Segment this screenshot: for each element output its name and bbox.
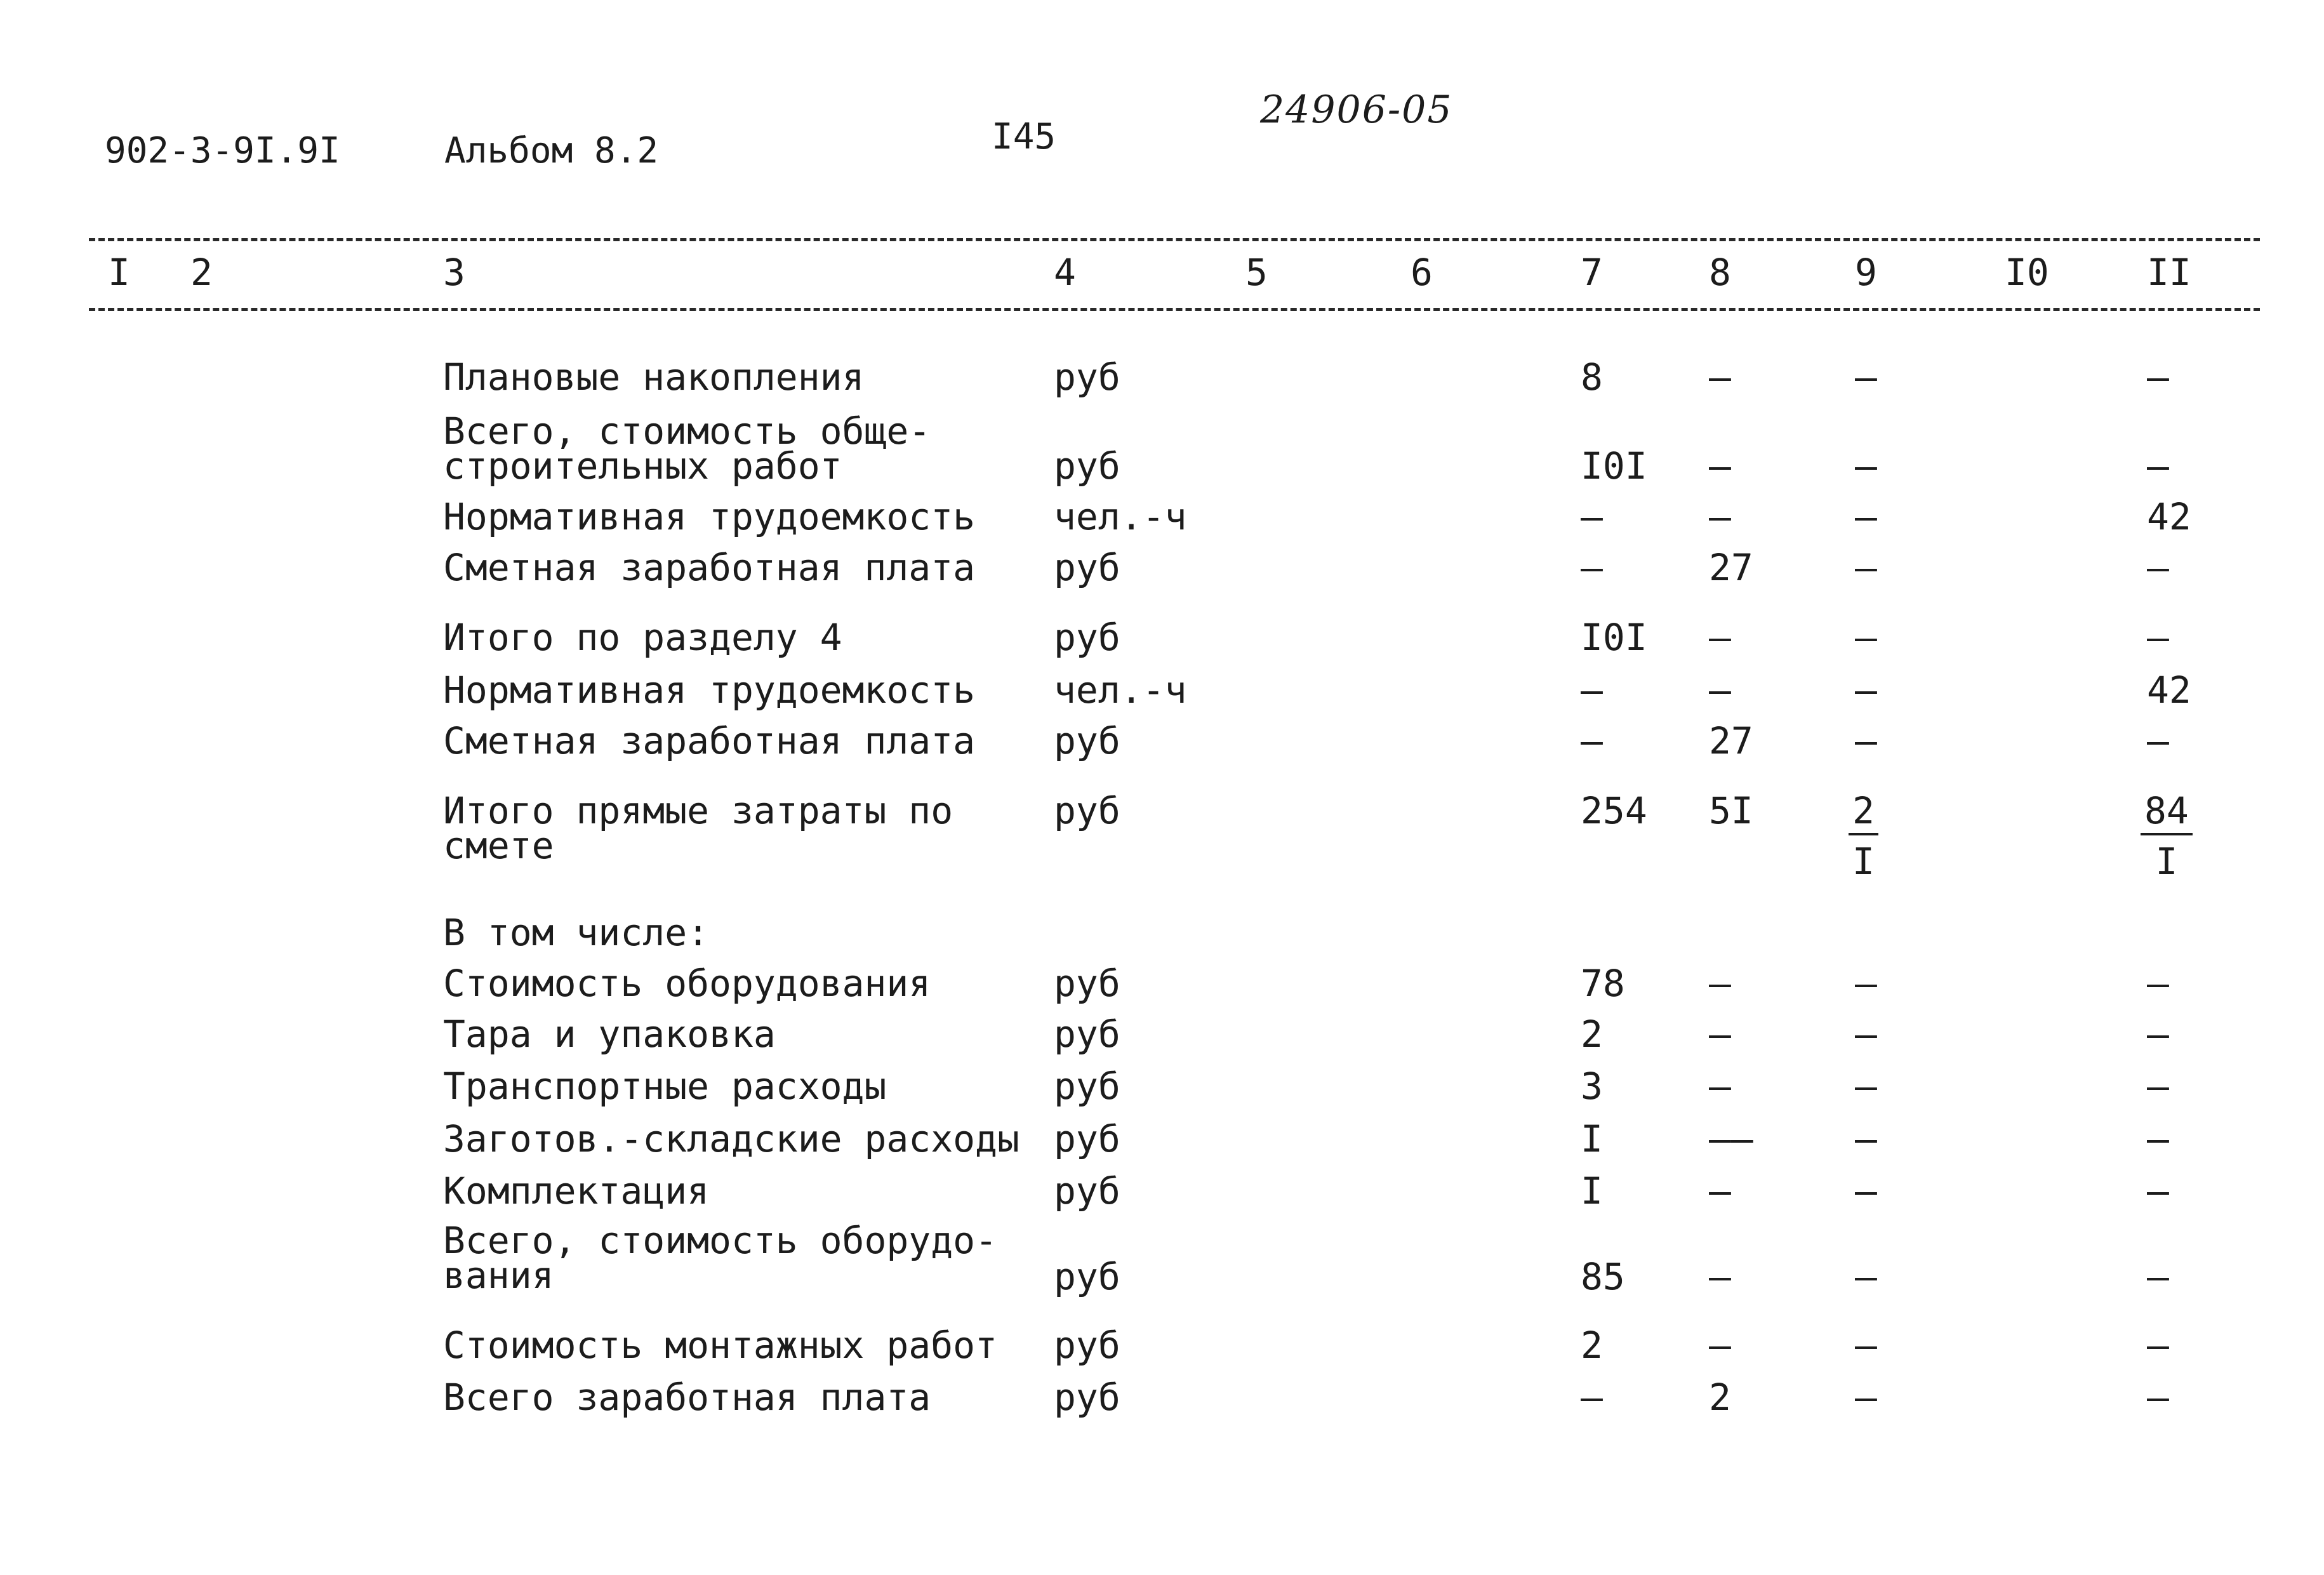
album-label: Альбом 8.2	[444, 130, 659, 171]
row-value-col11: –	[2147, 1013, 2169, 1056]
fraction-denominator: I	[1852, 840, 1875, 883]
row-value-col9: –	[1855, 495, 1877, 538]
row-value-col7: –	[1581, 495, 1603, 538]
row-unit: руб	[1054, 1013, 1120, 1056]
row-value-col8: –	[1709, 444, 1731, 488]
row-unit: руб	[1054, 1169, 1120, 1213]
column-header-4: 4	[1054, 251, 1076, 294]
row-value-col11: 42	[2147, 495, 2191, 538]
column-header-6: 6	[1411, 251, 1433, 294]
row-unit: чел.-ч	[1054, 495, 1187, 538]
row-label: Сметная заработная плата	[443, 719, 976, 762]
column-header-2: 2	[190, 251, 213, 294]
row-value-col11: –	[2147, 1169, 2169, 1213]
row-value-col9-fraction	[1849, 789, 1878, 883]
row-value-col7: 8	[1581, 356, 1603, 399]
row-label: Стоимость монтажных работ	[443, 1324, 997, 1367]
row-label: Нормативная трудоемкость	[443, 668, 976, 712]
row-value-col9: –	[1855, 356, 1877, 399]
fraction-denominator: I	[2155, 840, 2178, 883]
column-header-11: II	[2147, 251, 2191, 294]
row-value-col7: I0I	[1581, 616, 1647, 659]
row-label: Комплектация	[443, 1169, 710, 1213]
row-label-line1: Всего, стоимость обще-	[443, 409, 931, 453]
row-value-col8: ––	[1709, 1117, 1753, 1160]
row-label: Заготов.-складские расходы	[443, 1117, 1019, 1160]
row-value-col11: –	[2147, 616, 2169, 659]
row-value-col7: 254	[1581, 789, 1647, 832]
row-unit: руб	[1054, 1117, 1120, 1160]
handwritten-number: 24906-05	[1260, 88, 1453, 132]
row-unit: руб	[1054, 616, 1120, 659]
row-value-col7: –	[1581, 546, 1603, 589]
row-unit: руб	[1054, 546, 1120, 589]
row-value-col9: –	[1855, 719, 1877, 762]
row-value-col8: –	[1709, 962, 1731, 1005]
row-value-col11: –	[2147, 1324, 2169, 1367]
row-value-col7: 2	[1581, 1013, 1603, 1056]
column-header-1: I	[108, 251, 130, 294]
column-header-7: 7	[1581, 251, 1603, 294]
row-label-line1: Итого прямые затраты по	[443, 789, 953, 832]
fraction-numerator: 2	[1849, 792, 1878, 835]
row-value-col7: 78	[1581, 962, 1625, 1005]
row-unit: руб	[1054, 1324, 1120, 1367]
row-value-col11: –	[2147, 719, 2169, 762]
row-value-col9: –	[1855, 546, 1877, 589]
row-label-line1: Всего, стоимость оборудо-	[443, 1219, 997, 1262]
row-value-col9: –	[1855, 1255, 1877, 1298]
row-value-col9: –	[1855, 1324, 1877, 1367]
row-value-col8: –	[1709, 616, 1731, 659]
row-value-col8: –	[1709, 668, 1731, 712]
row-value-col7: –	[1581, 1376, 1603, 1419]
row-value-col11: –	[2147, 444, 2169, 488]
row-value-col7: I0I	[1581, 444, 1647, 488]
row-value-col8: –	[1709, 1065, 1731, 1108]
column-header-5: 5	[1245, 251, 1268, 294]
row-value-col8: –	[1709, 495, 1731, 538]
row-value-col11: –	[2147, 1376, 2169, 1419]
row-label-line2: строительных работ	[443, 444, 842, 488]
row-value-col11: –	[2147, 962, 2169, 1005]
row-value-col9: –	[1855, 444, 1877, 488]
row-value-col9: –	[1855, 962, 1877, 1005]
row-unit: руб	[1054, 1376, 1120, 1419]
row-value-col7: 3	[1581, 1065, 1603, 1108]
row-unit: руб	[1054, 719, 1120, 762]
row-value-col9: –	[1855, 1013, 1877, 1056]
row-unit: чел.-ч	[1054, 668, 1187, 712]
row-value-col9: –	[1855, 668, 1877, 712]
section-subheading: В том числе:	[443, 911, 710, 954]
row-value-col8: –	[1709, 1013, 1731, 1056]
row-label: Нормативная трудоемкость	[443, 495, 976, 538]
fraction-numerator: 84	[2141, 792, 2193, 835]
page-number: I45	[992, 116, 1056, 157]
row-label-line2: вания	[443, 1254, 554, 1297]
row-value-col7: –	[1581, 719, 1603, 762]
row-value-col11-fraction	[2141, 789, 2193, 883]
row-value-col11: –	[2147, 546, 2169, 589]
row-value-col7: I	[1581, 1169, 1603, 1213]
row-value-col7: 85	[1581, 1255, 1625, 1298]
row-value-col8: 2	[1709, 1376, 1731, 1419]
row-label: Всего заработная плата	[443, 1376, 931, 1419]
row-label: Транспортные расходы	[443, 1065, 887, 1108]
row-unit: руб	[1054, 356, 1120, 399]
row-unit: руб	[1054, 1255, 1120, 1298]
column-header-3: 3	[443, 251, 465, 294]
row-label: Тара и упаковка	[443, 1013, 776, 1056]
row-value-col8: –	[1709, 356, 1731, 399]
doc-code: 902-3-9I.9I	[105, 130, 340, 171]
column-header-8: 8	[1709, 251, 1731, 294]
row-unit: руб	[1054, 444, 1120, 488]
row-label-line2: смете	[443, 824, 554, 867]
row-value-col11: 42	[2147, 668, 2191, 712]
row-value-col8: 5I	[1709, 789, 1753, 832]
row-value-col7: I	[1581, 1117, 1603, 1160]
row-value-col7: –	[1581, 668, 1603, 712]
row-unit: руб	[1054, 962, 1120, 1005]
row-value-col11: –	[2147, 1117, 2169, 1160]
row-value-col9: –	[1855, 1376, 1877, 1419]
row-value-col11: –	[2147, 1065, 2169, 1108]
column-header-9: 9	[1855, 251, 1877, 294]
row-label: Итого по разделу 4	[443, 616, 842, 659]
row-value-col9: –	[1855, 1065, 1877, 1108]
row-label: Стоимость оборудования	[443, 962, 931, 1005]
row-unit: руб	[1054, 789, 1120, 832]
header-bottom-rule	[89, 308, 2260, 311]
header-top-rule	[89, 238, 2260, 241]
row-label: Плановые накопления	[443, 356, 865, 399]
row-value-col8: –	[1709, 1324, 1731, 1367]
row-unit: руб	[1054, 1065, 1120, 1108]
row-value-col9: –	[1855, 1117, 1877, 1160]
row-value-col9: –	[1855, 1169, 1877, 1213]
row-value-col8: 27	[1709, 546, 1753, 589]
row-value-col9: –	[1855, 616, 1877, 659]
row-value-col11: –	[2147, 356, 2169, 399]
row-value-col8: –	[1709, 1169, 1731, 1213]
row-value-col8: –	[1709, 1255, 1731, 1298]
column-header-10: I0	[2005, 251, 2049, 294]
row-label: Сметная заработная плата	[443, 546, 976, 589]
row-value-col11: –	[2147, 1255, 2169, 1298]
row-value-col7: 2	[1581, 1324, 1603, 1367]
row-value-col8: 27	[1709, 719, 1753, 762]
